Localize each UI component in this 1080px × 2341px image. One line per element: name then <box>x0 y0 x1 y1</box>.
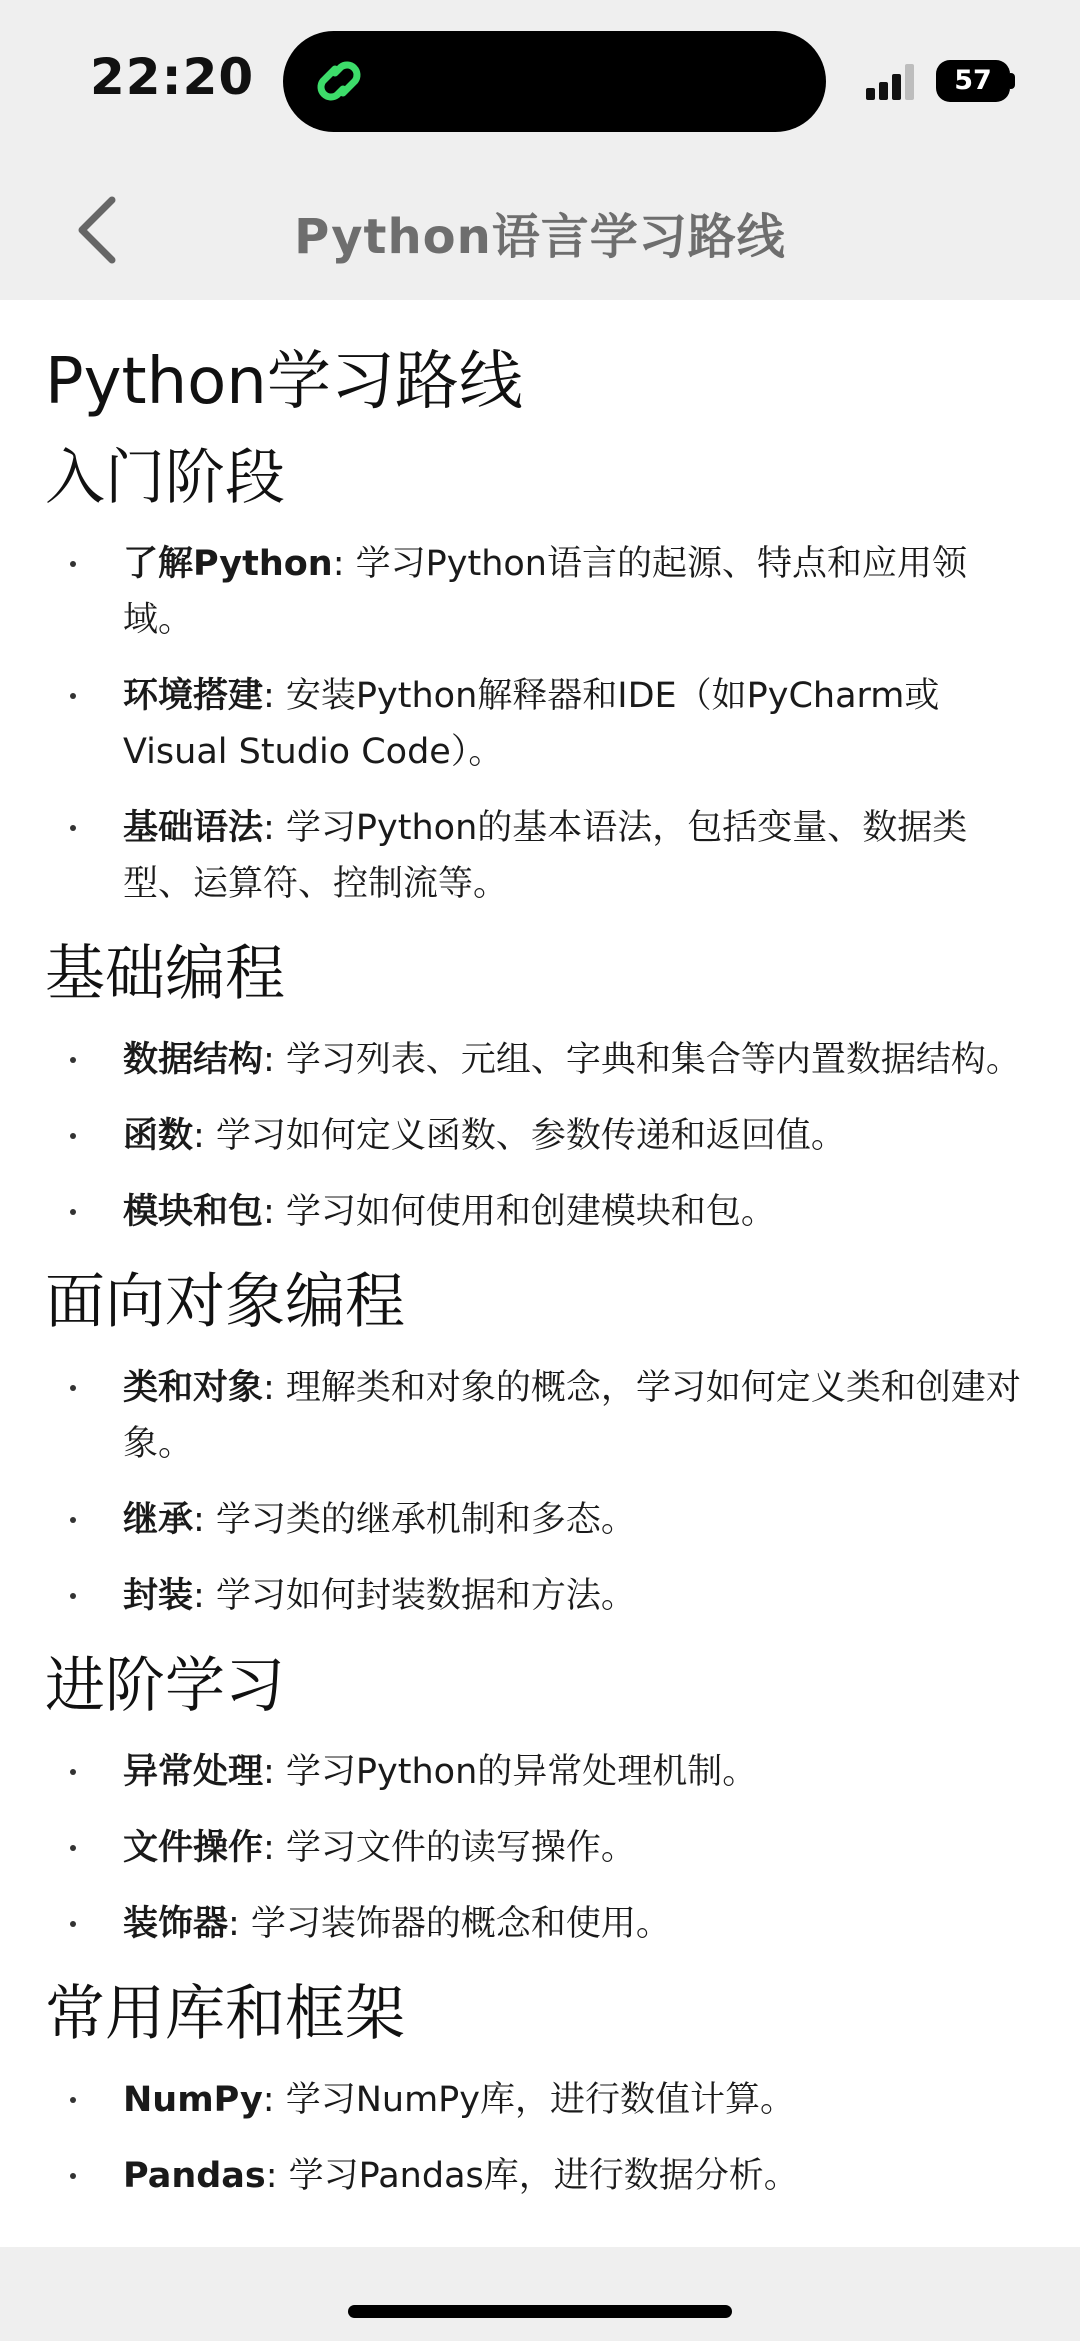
item-description: : 学习Pandas库，进行数据分析。 <box>265 2156 799 2196</box>
list-item <box>45 1744 1035 1800</box>
dynamic-island[interactable] <box>283 31 826 132</box>
item-description: : 学习列表、元组、字典和集合等内置数据结构。 <box>263 1040 1021 1080</box>
item-term: 模块和包 <box>123 1192 264 1232</box>
list-item <box>45 800 1035 912</box>
item-term: 异常处理 <box>123 1752 264 1792</box>
item-term: 封装 <box>123 1576 194 1616</box>
status-time: 22:20 <box>90 48 255 106</box>
section-list <box>45 1360 1035 1624</box>
item-term: 基础语法 <box>123 808 264 848</box>
item-description: : 学习Python的异常处理机制。 <box>263 1752 758 1792</box>
battery-indicator: 57 <box>936 60 1010 102</box>
item-description: : 安装Python解释器和IDE（如PyCharm或Visual Studio Code）。 <box>123 676 940 772</box>
list-item <box>45 2148 1035 2204</box>
item-term: 函数 <box>123 1116 194 1156</box>
item-term: 环境搭建 <box>123 676 264 716</box>
page-title: Python语言学习路线 <box>294 209 786 265</box>
item-description: : 理解类和对象的概念，学习如何定义类和创建对象。 <box>123 1368 1021 1464</box>
item-term: Pandas <box>123 2156 266 2196</box>
section-title: 基础编程 <box>45 939 285 1009</box>
item-term: NumPy <box>123 2080 263 2120</box>
item-description: : 学习类的继承机制和多态。 <box>193 1500 636 1540</box>
list-item <box>45 1820 1035 1876</box>
list-item <box>45 1032 1035 1088</box>
battery-nub <box>1010 73 1015 89</box>
item-description: : 学习装饰器的概念和使用。 <box>228 1904 671 1944</box>
section-list <box>45 2072 1035 2204</box>
section-list <box>45 1744 1035 1952</box>
list-item <box>45 1568 1035 1624</box>
home-indicator[interactable] <box>348 2305 732 2318</box>
item-description: : 学习如何封装数据和方法。 <box>193 1576 636 1616</box>
item-description: : 学习文件的读写操作。 <box>263 1828 636 1868</box>
section-list <box>45 536 1035 912</box>
article-content[interactable] <box>0 300 1080 2247</box>
item-description: : 学习如何使用和创建模块和包。 <box>263 1192 776 1232</box>
item-term: 数据结构 <box>123 1040 264 1080</box>
home-indicator-area <box>0 2247 1080 2341</box>
item-description: : 学习NumPy库，进行数值计算。 <box>262 2080 795 2120</box>
article-body <box>45 340 1035 2224</box>
document-title: Python学习路线 <box>45 345 523 419</box>
cellular-signal-icon <box>864 60 920 104</box>
item-term: 文件操作 <box>123 1828 264 1868</box>
item-description: : 学习如何定义函数、参数传递和返回值。 <box>193 1116 846 1156</box>
section-title: 入门阶段 <box>45 443 285 513</box>
list-item <box>45 1492 1035 1548</box>
list-item <box>45 2072 1035 2128</box>
navigation-bar <box>0 160 1080 300</box>
linked-rings-icon <box>305 49 373 113</box>
section-title: 常用库和框架 <box>45 1979 405 2049</box>
list-item <box>45 536 1035 648</box>
item-term: 继承 <box>123 1500 194 1540</box>
item-term: 类和对象 <box>123 1368 264 1408</box>
status-bar <box>0 0 1080 160</box>
list-item <box>45 668 1035 780</box>
item-term: 装饰器 <box>123 1904 229 1944</box>
item-description: : 学习Python的基本语法，包括变量、数据类型、运算符、控制流等。 <box>123 808 968 904</box>
section-list <box>45 1032 1035 1240</box>
item-description: : 学习Python语言的起源、特点和应用领域。 <box>123 544 967 640</box>
list-item <box>45 1896 1035 1952</box>
list-item <box>45 1108 1035 1164</box>
list-item <box>45 1360 1035 1472</box>
section-title: 进阶学习 <box>45 1651 285 1721</box>
section-title: 面向对象编程 <box>45 1267 405 1337</box>
list-item <box>45 1184 1035 1240</box>
item-term: 了解Python <box>123 544 333 584</box>
